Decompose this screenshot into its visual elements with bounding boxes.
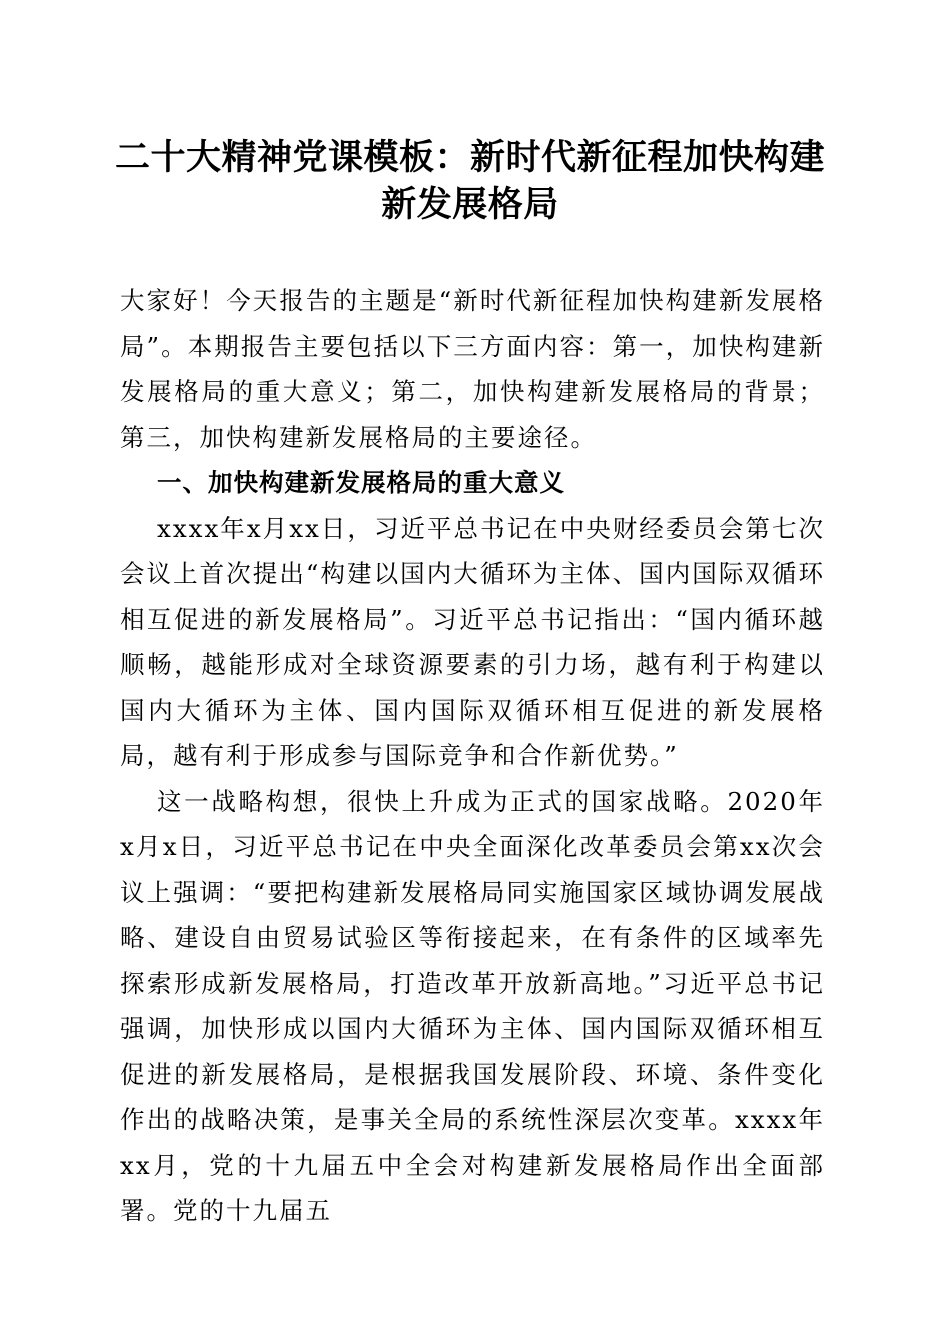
body-paragraph-2: 这一战略构想，很快上升成为正式的国家战略。2020年x月x日，习近平总书记在中央全面深化改革委员会第xx次会议上强调：“要把构建新发展格局同实施国家区域协调发展战略、建设自由贸易试验区等衔接起来，在有条件的区域率先探索形成新发展格局，打造改革开放新高地。”习近平总书记强调，加快形成以国内大循环为主体、国内国际双循环相互促进的新发展格局，是根据我国发展阶段、环境、条件变化作出的战略决策，是事关全局的系统性深层次变革。xxxx年xx月，党的十九届五中全会对构建新发展格局作出全面部署。党的十九届五: [120, 786, 825, 1225]
body-paragraph-1: xxxx年x月xx日，习近平总书记在中央财经委员会第七次会议上首次提出“构建以国内大循环为主体、国内国际双循环相互促进的新发展格局”。习近平总书记指出：“国内循环越顺畅，越能形成对全球资源要素的引力场，越有利于构建以国内大循环为主体、国内国际双循环相互促进的新发展格局，越有利于形成参与国际竞争和合作新优势。”: [120, 513, 825, 770]
title-line-1: 二十大精神党课模板：新时代新征程加快构建: [114, 137, 825, 178]
document-title: [110, 134, 830, 228]
section-heading-1: 一、加快构建新发展格局的重大意义: [157, 468, 565, 497]
intro-paragraph: 大家好！今天报告的主题是“新时代新征程加快构建新发展格局”。本期报告主要包括以下三方面内容：第一，加快构建新发展格局的重大意义；第二，加快构建新发展格局的背景；第三，加快构建新发展格局的主要途径。: [120, 286, 825, 452]
title-line-2: 新发展格局: [381, 184, 559, 225]
document-body: [120, 278, 825, 1234]
